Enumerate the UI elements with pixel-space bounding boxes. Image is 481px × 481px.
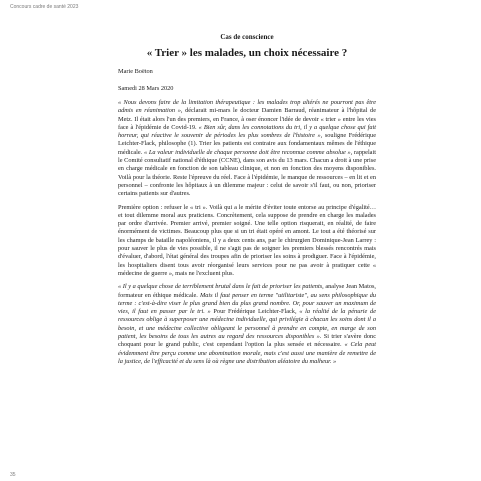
body-text: , déclarait mi-mars le docteur Damien Barraud, réanimateur à l'hôpital de Metz. Il était alors l'un des premiers, en France, à oser énoncer l'idée de devoir « trier » entre les vies face à l'épidémie de Covid-19.: [118, 107, 376, 131]
quote-text: « La valeur individuelle de chaque personne doit être reconnue comme absolue »: [144, 148, 351, 156]
body-text: analyse Jean Matos, formateur en éthique médicale.: [118, 283, 376, 299]
article-body: [118, 99, 376, 366]
body-text: Première option : refuser le « tri ». Voilà qui a le mérite d'éviter toute entorse au principe d'égalité… et tout dilemme moral aux praticiens. Concrètement, cela suppose de prendre en charge les malades par ordre d'arrivée. Premier arrivé, premier soigné. Une telle option risquerait, en réalité, de faire énormément de victimes. Beaucoup plus que si un tri était opéré en amont. Le tout a été théorisé sur les champs de bataille napoléoniens, il y a deux cents ans, par le chirurgien Dominique-Jean Larrey : pour sauver le plus de vies possible, il ne s'agit pas de soigner les premiers blessés rencontrés mais d'évaluer, d'abord, l'état général des troupes afin de prioriser les soins à prodiguer. Face à l'épidémie, les hospitaliers disent tous avoir réorganisé leurs services pour ne pas avoir à pratiquer cette « médecine de guerre », mais ne l'excluent plus.: [118, 203, 376, 277]
article-date: Samedi 28 Mars 2020: [118, 85, 174, 92]
article-rubric: Cas de conscience: [220, 33, 274, 41]
article-author: Marie Boëton: [118, 68, 153, 75]
body-text: . Si trier s'avère donc choquant pour le grand public, c'est cependant l'option la plus sensée et nécessaire.: [118, 333, 376, 349]
article-paragraph: [118, 283, 376, 366]
body-text: Pour Frédérique Leichter-Flack,: [210, 308, 300, 316]
quote-text: « Cela peut évidemment être perçu comme une abomination morale, mais c'est aussi une manière de remettre de la justice, de l'efficacité et du sens là où règne une distribution aléatoire du malheur. »: [118, 341, 377, 365]
article-title: « Trier » les malades, un choix nécessaire ?: [146, 47, 348, 59]
quote-text: Mais il faut penser en terme "utilitariste", au sens philosophique du terme : c'est-à-dire viser le plus grand bien du plus grand nombre. Or, pour sauver un maximum de vies, il faut en passer par le tri. »: [118, 291, 376, 316]
quote-text: « Bien sûr, dans les connotations du tri, il y a quelque chose qui fait horreur, qui réactive le souvenir de périodes les plus sombres de l'histoire »: [118, 123, 376, 140]
quote-text: « Il y a quelque chose de terriblement brutal dans le fait de prioriser les patients,: [118, 283, 326, 291]
quote-text: « la réalité de la pénurie de ressources oblige à superposer une médecine individuelle, qui privilégie à chacun les soins dont il a besoin, et une médecine collective obligeant le personnel à prendre en compte, en marge de son patient, les besoins de tous les autres au regard des ressources disponibles »: [118, 308, 377, 341]
body-text: , souligne Frédérique Leichter-Flack, philosophe (1). Trier les patients est contraire aux fondamentaux mêmes de l'éthique médicale.: [118, 132, 376, 156]
article: [118, 33, 376, 366]
body-text: , rappelait le Comité consultatif national d'éthique (CCNE), dans son avis du 13 mars. Chacun a droit à une prise en charge médicale en fonction de son tableau clinique, et non en fonction des moyens disponibles. Voilà pour la théorie. Reste l'épreuve du réel. Face à l'épidémie, le manque de ressources – en lit et en personnel – confronte les hôpitaux à un dilemme majeur : celui de savoir s'il faut, ou non, prioriser certains patients sur d'autres.: [118, 148, 376, 198]
page-number: 35: [10, 472, 16, 478]
running-head: Concours cadre de santé 2023: [10, 4, 79, 10]
article-paragraph: [118, 204, 376, 279]
quote-text: « Nous devons faire de la limitation thérapeutique : les malades trop altérés ne pourront pas être admis en réanimation »: [118, 99, 376, 115]
article-paragraph: [118, 99, 376, 199]
